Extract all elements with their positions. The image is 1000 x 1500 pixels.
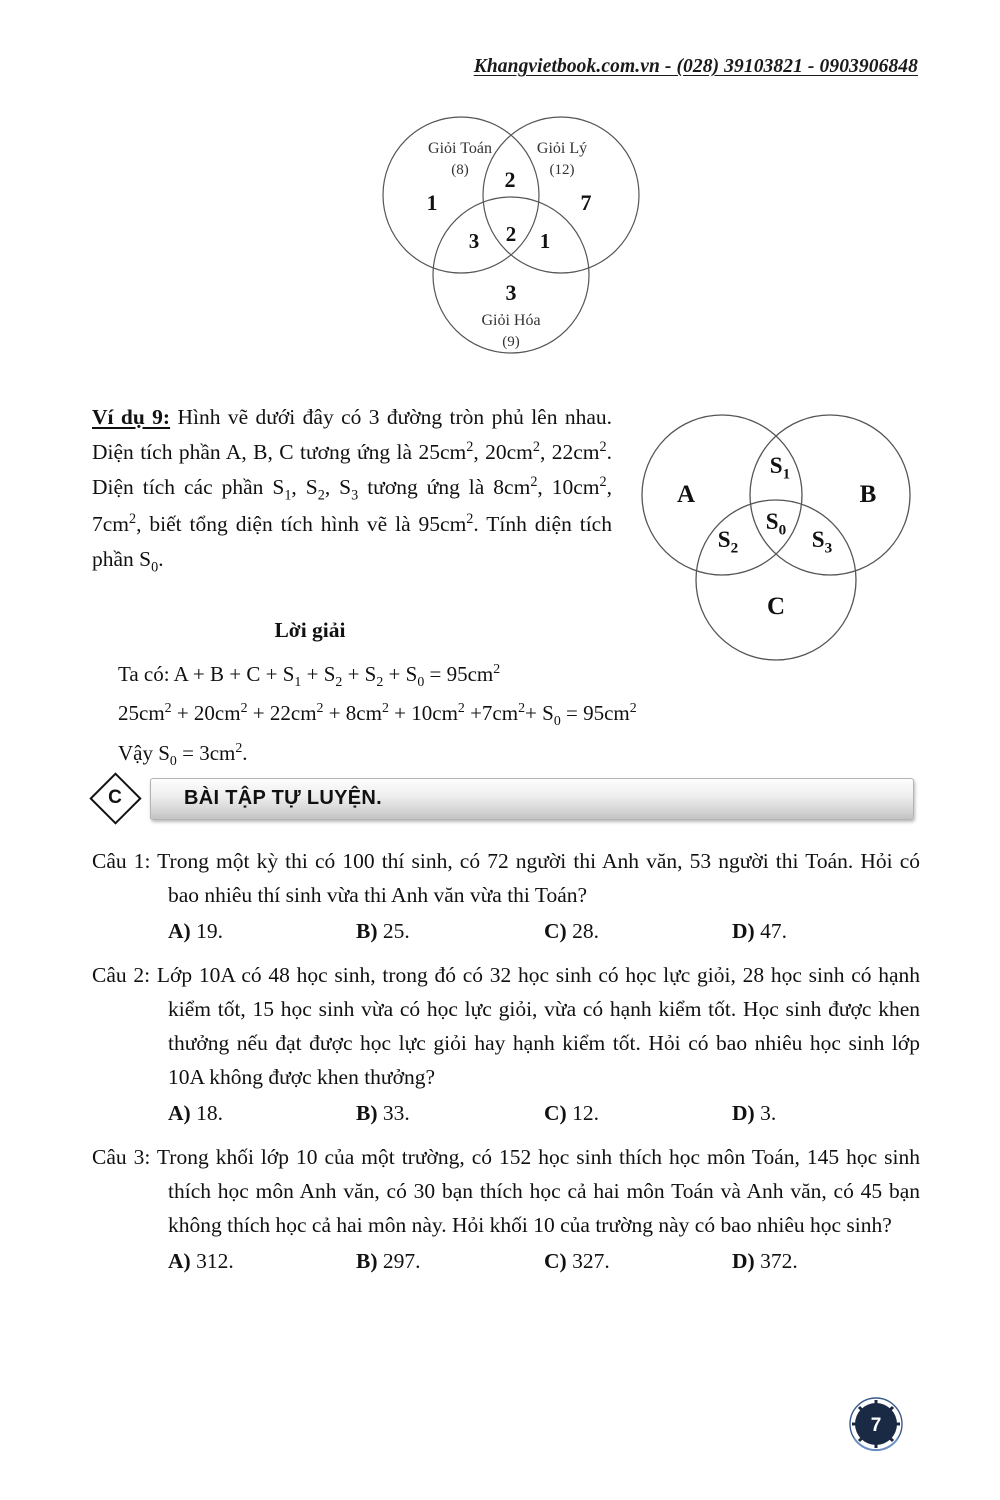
sup-2-e: 2	[599, 473, 607, 490]
sup-2-g: 2	[466, 510, 474, 527]
question-label: Câu 3:	[92, 1144, 151, 1169]
option-value: 28.	[572, 918, 599, 943]
venn-region-math-chem: 3	[468, 229, 480, 253]
example-line4d: tương ứng là 8cm	[358, 474, 531, 499]
venn-region-physics-chem: 1	[539, 229, 551, 253]
option-key: D)	[732, 918, 755, 943]
question-line: Toán. Hỏi có bao nhiêu thí sinh vừa thi Anh văn vừa thi Toán?	[168, 849, 921, 907]
example-line5c: .	[473, 511, 479, 536]
example-comma: ,	[606, 474, 612, 499]
solution-body	[118, 655, 818, 773]
venn-count-math: (8)	[451, 162, 469, 178]
venn-label-B: B	[859, 481, 877, 508]
question-text	[92, 959, 920, 1095]
venn-label-S3: $S_3$	[811, 527, 833, 557]
question-item	[92, 845, 920, 949]
venn-region-chem-only: 3	[505, 280, 517, 305]
option-value: 312.	[196, 1248, 234, 1273]
option-key: B)	[356, 1248, 378, 1273]
question-text	[92, 1141, 920, 1243]
question-line: môn Toán và Anh văn, có 45 bạn không thích học cả hai môn này. Hỏi	[168, 1178, 921, 1237]
option-key: B)	[356, 918, 378, 943]
question-item	[92, 959, 920, 1131]
option-value: 327.	[572, 1248, 610, 1273]
sup-2-b: 2	[532, 438, 540, 455]
example-line5b: , biết tổng diện tích hình vẽ là 95cm	[136, 511, 467, 536]
question-line: học sinh có hạnh kiểm tốt, 15 học sinh vừa có học lực giỏi, vừa có hạnh	[168, 962, 921, 1021]
answer-option-d[interactable]	[732, 915, 920, 949]
sup-2-a: 2	[466, 438, 474, 455]
venn-label-S2: $S_2$	[717, 527, 739, 557]
option-key: A)	[168, 1100, 191, 1125]
venn-region-physics-only: 7	[580, 190, 592, 215]
venn-label-S1: $S_1$	[769, 453, 791, 483]
venn-diagram-example	[630, 405, 930, 685]
answer-option-b[interactable]	[356, 915, 544, 949]
page-number: 7	[870, 1415, 882, 1436]
venn-label-math: Giỏi Toán	[428, 140, 492, 157]
exercise-list	[92, 845, 920, 1289]
example-line6b: .	[158, 546, 164, 571]
venn-region-math-only: 1	[426, 190, 438, 215]
solution-title: Lời giải	[274, 618, 346, 642]
example-line4c: , S	[324, 474, 352, 499]
example-line5a: 7cm	[92, 511, 130, 536]
option-key: A)	[168, 1248, 191, 1273]
solution-line-2: $25cm^2 + 20cm^2 + 22cm^2 + 8cm^2 + 10cm^2 +7cm^2+ S_0 = 95cm^2$	[118, 700, 637, 729]
venn-label-C: C	[766, 593, 786, 620]
option-key: C)	[544, 1100, 567, 1125]
question-line: khối 10 của trường này có bao nhiêu học sinh?	[489, 1212, 892, 1237]
answer-option-a[interactable]	[168, 915, 356, 949]
option-value: 372.	[760, 1248, 798, 1273]
option-key: C)	[544, 918, 567, 943]
question-line: Toán, 145 học sinh thích học môn Anh văn, có 30 bạn thích học cả hai	[168, 1144, 920, 1203]
question-label: Câu 1:	[92, 849, 151, 873]
option-value: 297.	[382, 1248, 421, 1273]
venn-label-A: A	[676, 481, 696, 508]
example-line6a: Tính diện tích phần S	[92, 511, 612, 571]
option-value: 47.	[760, 918, 787, 943]
venn-label-chemistry: Giỏi Hóa	[481, 312, 541, 329]
answer-options	[92, 1097, 920, 1131]
venn-count-chemistry: (9)	[502, 334, 520, 350]
example-block	[92, 400, 612, 579]
example-line4b: , S	[291, 474, 318, 499]
question-line: Trong một kỳ thi có 100 thí sinh, có 72 người thi Anh văn, 53 người thi	[150, 849, 799, 873]
option-value: 33.	[382, 1100, 410, 1125]
example-line3c: , 22cm	[539, 439, 600, 464]
sub-0: 0	[151, 559, 159, 576]
question-label: Câu 2:	[92, 962, 151, 987]
question-line: hạnh kiểm tốt. Hỏi có bao nhiêu học sinh lớp 10A không được khen	[168, 1030, 920, 1089]
question-line: Trong khối lớp 10 của một trường, có 152 học sinh thích học môn	[150, 1144, 746, 1169]
option-value: 18.	[196, 1100, 223, 1125]
example-line4a: phần S	[221, 474, 285, 499]
example-line4e: , 10cm	[537, 474, 600, 499]
answer-options	[92, 915, 920, 949]
question-item	[92, 1141, 920, 1279]
answer-option-a[interactable]	[168, 1097, 356, 1131]
solution-line-3: Vậy $S_0 = 3cm^2$.	[118, 739, 248, 768]
question-line: Lớp 10A có 48 học sinh, trong đó có 32 học sinh có học lực giỏi, 28	[150, 962, 765, 987]
venn-diagram-top	[366, 110, 656, 365]
answer-option-c[interactable]	[544, 1245, 732, 1279]
option-value: 12.	[572, 1100, 599, 1125]
section-banner	[92, 778, 912, 820]
answer-option-a[interactable]	[168, 1245, 356, 1279]
venn-region-math-physics: 2	[504, 167, 516, 192]
answer-options	[92, 1245, 920, 1279]
example-label: Ví dụ 9:	[92, 405, 171, 429]
sup-2-f: 2	[129, 510, 137, 527]
sup-2-c: 2	[599, 438, 607, 455]
sub-3: 3	[351, 486, 359, 503]
page-number-badge	[846, 1396, 906, 1456]
example-paragraph	[92, 400, 612, 579]
question-text	[92, 845, 920, 913]
option-key: D)	[732, 1100, 755, 1125]
answer-option-d[interactable]	[732, 1245, 920, 1279]
example-line3a: ứng là 25cm	[356, 439, 467, 464]
option-key: C)	[544, 1248, 567, 1273]
answer-option-b[interactable]	[356, 1245, 544, 1279]
sub-1: 1	[284, 486, 292, 503]
venn-label-S0: $S_0$	[765, 509, 787, 539]
answer-option-c[interactable]	[544, 1097, 732, 1131]
question-line: kiểm tốt. Học sinh được khen thưởng nếu đạt được học lực giỏi hay	[168, 996, 920, 1055]
section-marker	[92, 775, 138, 821]
option-key: A)	[168, 918, 191, 943]
example-line3d: . Diện tích các	[92, 439, 613, 499]
solution-line-1: Ta có: $A + B + C + S_1 + S_2 + S_2 + S_0 = 95cm^2$	[118, 661, 501, 690]
example-line3b: , 20cm	[473, 439, 533, 464]
venn-label-physics: Giỏi Lý	[536, 140, 588, 157]
sub-2: 2	[317, 486, 325, 503]
section-title: BÀI TẬP TỰ LUYỆN.	[184, 787, 383, 809]
option-value: 19.	[196, 918, 223, 943]
answer-option-b[interactable]	[356, 1097, 544, 1131]
answer-option-d[interactable]	[732, 1097, 920, 1131]
example-line1: Hình vẽ dưới đây có 3 đường tròn	[170, 405, 485, 429]
option-key: B)	[356, 1100, 378, 1125]
option-key: D)	[732, 1248, 755, 1273]
page-header: Khangvietbook.com.vn - (028) 39103821 - 0903906848	[473, 56, 918, 77]
answer-option-c[interactable]	[544, 915, 732, 949]
option-value: 25.	[382, 918, 410, 943]
example-line2: phủ lên nhau. Diện tích phần A, B, C tương	[92, 405, 613, 464]
venn-count-physics: (12)	[549, 162, 575, 178]
venn-region-center: 2	[505, 222, 517, 246]
question-line: thưởng?	[364, 1064, 435, 1089]
section-marker-letter: C	[108, 787, 122, 808]
option-value: 3.	[760, 1100, 777, 1125]
sup-2-d: 2	[530, 473, 538, 490]
